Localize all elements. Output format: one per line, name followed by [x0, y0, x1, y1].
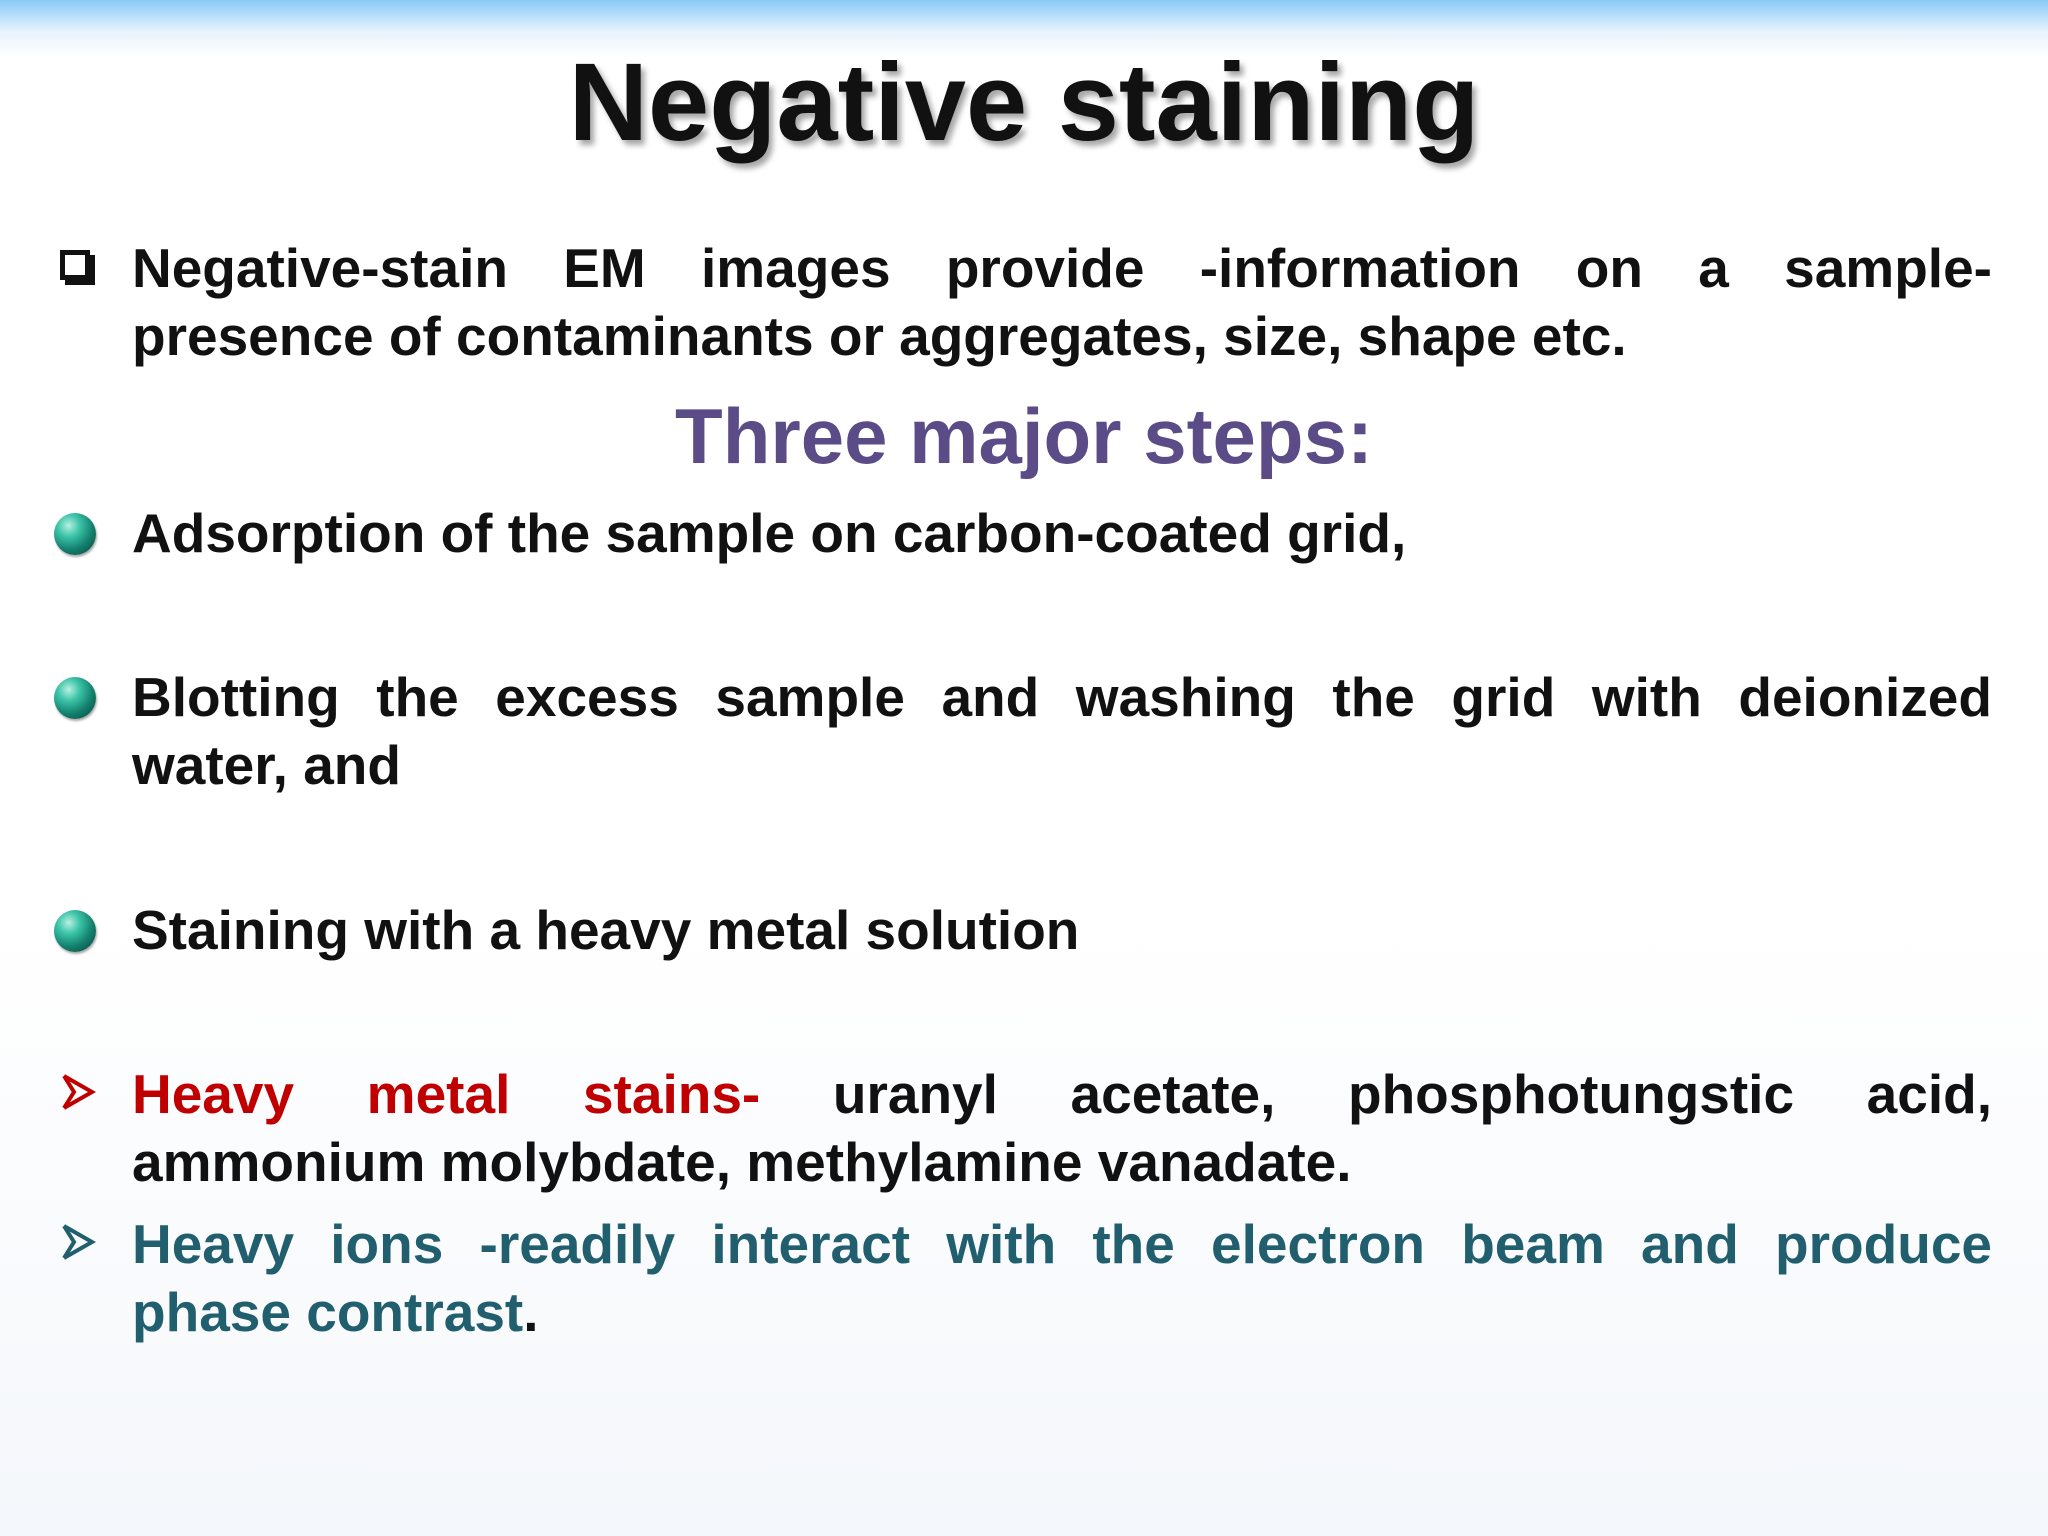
note-1-line-2: ammonium molybdate, methylamine vanadate. — [132, 1131, 1352, 1193]
subheading: Three major steps: — [675, 392, 1373, 480]
note-2-line-1: Heavy ions -readily interact with the electron beam and produce — [132, 1213, 1992, 1275]
arrow-bullet-icon — [58, 1222, 98, 1262]
note-2-line-2 — [132, 1278, 1992, 1346]
note-1-line-1-rest: uranyl acetate, phosphotungstic acid, — [760, 1063, 1992, 1125]
note-1-line-1 — [132, 1060, 1992, 1128]
step-item-1 — [132, 499, 1992, 567]
intro-line-1: Negative-stain EM images provide -information on a sample- — [132, 237, 1992, 299]
step-2-line-2: water, and — [132, 734, 401, 796]
gem-bullet-icon — [54, 677, 96, 719]
step-1-line-1: Adsorption of the sample on carbon-coated grid, — [132, 502, 1407, 564]
arrow-bullet-icon — [58, 1072, 98, 1112]
top-decor-bar — [0, 0, 2048, 34]
intro-text — [132, 234, 1992, 370]
step-2-line-1: Blotting the excess sample and washing the grid with deionized — [132, 666, 1992, 728]
step-item-2 — [132, 663, 1992, 799]
gem-bullet-icon — [54, 910, 96, 952]
checkbox-icon — [60, 250, 90, 280]
note-item-2 — [132, 1210, 1992, 1346]
note-2-line-2-end: . — [523, 1281, 539, 1343]
intro-line-2: presence of contaminants or aggregates, size, shape etc. — [132, 305, 1627, 367]
gem-bullet-icon — [54, 513, 96, 555]
note-2-colored: phase contrast — [132, 1281, 524, 1343]
step-item-3 — [132, 896, 1992, 964]
step-3-line-1: Staining with a heavy metal solution — [132, 899, 1080, 961]
note-1-highlight: Heavy metal stains- — [132, 1063, 761, 1125]
slide-title: Negative staining — [568, 41, 1480, 164]
note-item-1 — [132, 1060, 1992, 1196]
